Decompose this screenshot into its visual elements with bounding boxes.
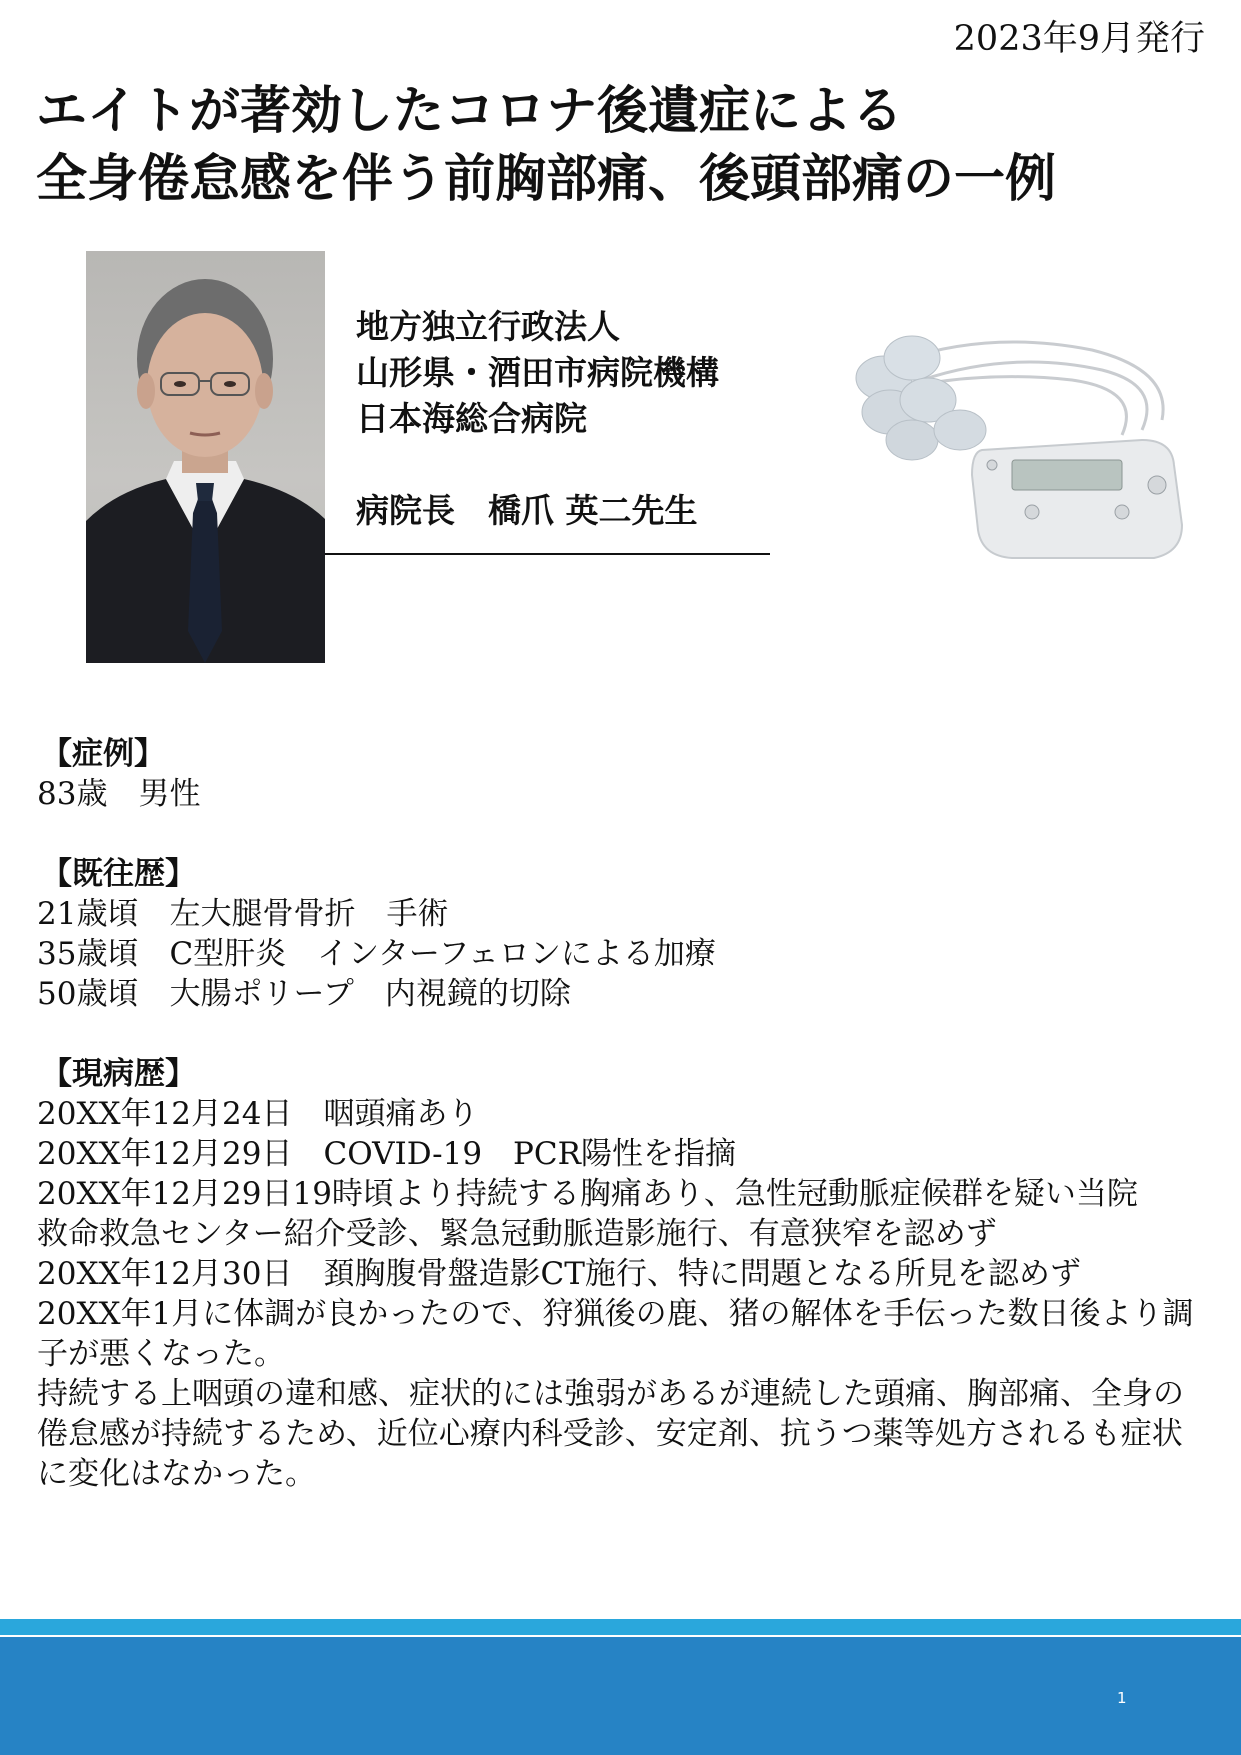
history-line: 21歳頃 左大腿骨骨折 手術: [37, 896, 449, 932]
section-heading-present-illness: 【現病歴】: [41, 1056, 196, 1092]
author-affiliation: [356, 304, 776, 534]
case-report-body: [37, 734, 1207, 1494]
present-illness-line: 救命救急センター紹介受診、緊急冠動脈造影施行、有意狭窄を認めず: [37, 1216, 997, 1252]
present-illness-line: 20XX年12月30日 頚胸腹骨盤造影CT施行、特に問題となる所見を認めず: [37, 1256, 1081, 1292]
present-illness-paragraph: 持続する上咽頭の違和感、症状的には強弱があるが連続した頭痛、胸部痛、全身の倦怠感が持続するため、近位心療内科受診、安定剤、抗うつ薬等処方されるも症状に変化はなかった。: [37, 1376, 1184, 1492]
section-heading-case: 【症例】: [41, 736, 165, 772]
footer-band: [0, 1637, 1241, 1755]
title-line-2: 全身倦怠感を伴う前胸部痛、後頭部痛の一例: [36, 150, 1057, 209]
document-title: [36, 78, 1216, 214]
present-illness-line: 20XX年12月29日 COVID-19 PCR陽性を指摘: [37, 1136, 736, 1172]
case-line: 83歳 男性: [37, 776, 201, 812]
issue-date: 2023年9月発行: [953, 19, 1205, 59]
history-line: 50歳頃 大腸ポリープ 内視鏡的切除: [37, 976, 571, 1012]
affiliation-line-3: 日本海総合病院: [356, 399, 587, 438]
doctor-name: 病院長 橋爪 英二先生: [356, 491, 698, 530]
affiliation-line-2: 山形県・酒田市病院機構: [356, 353, 719, 392]
eight-device-photo: [842, 290, 1202, 590]
page-number: 1: [1117, 1689, 1127, 1707]
doctor-portrait-photo: [86, 251, 325, 663]
present-illness-line: 20XX年12月29日19時頃より持続する胸痛あり、急性冠動脈症候群を疑い当院: [37, 1176, 1138, 1212]
footer-accent-stripe: [0, 1619, 1241, 1635]
present-illness-paragraph: 20XX年1月に体調が良かったので、狩猟後の鹿、猪の解体を手伝った数日後より調子が悪くなった。: [37, 1296, 1194, 1372]
present-illness-line: 20XX年12月24日 咽頭痛あり: [37, 1096, 479, 1132]
title-line-1: エイトが著効したコロナ後遺症による: [36, 82, 904, 141]
affiliation-line-1: 地方独立行政法人: [356, 307, 620, 346]
affiliation-underline: [325, 553, 770, 555]
section-heading-history: 【既往歴】: [41, 856, 196, 892]
history-line: 35歳頃 C型肝炎 インターフェロンによる加療: [37, 936, 716, 972]
